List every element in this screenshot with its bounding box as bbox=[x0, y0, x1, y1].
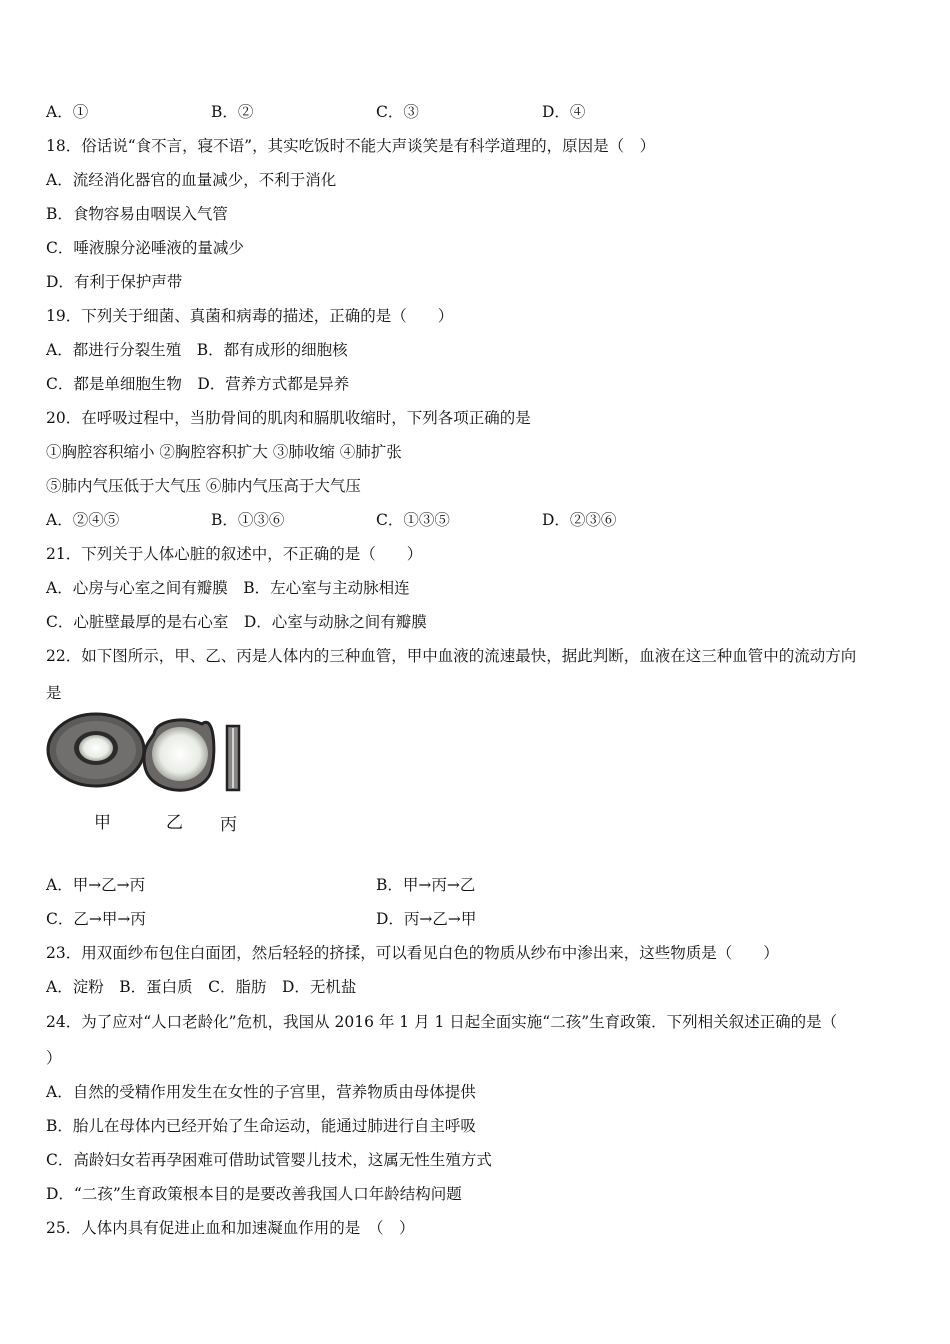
q20-option-b: B．①③⑥ bbox=[211, 511, 285, 529]
q24-option-d: D．“二孩”生育政策根本目的是要改善我国人口年龄结构问题 bbox=[46, 1185, 462, 1203]
q18-option-c: C．唾液腺分泌唾液的量减少 bbox=[46, 239, 244, 257]
q24-option-c: C．高龄妇女若再孕困难可借助试管婴儿技术，这属无性生殖方式 bbox=[46, 1151, 492, 1169]
q23-stem: 23．用双面纱布包住白面团，然后轻轻的挤揉，可以看见白色的物质从纱布中渗出来，这些物质是（ ） bbox=[46, 944, 779, 962]
q19-options-row1: A．都进行分裂生殖 B．都有成形的细胞核 bbox=[46, 341, 348, 359]
q17-option-d: D．④ bbox=[542, 103, 586, 121]
q19-stem: 19．下列关于细菌、真菌和病毒的描述，正确的是（ ） bbox=[46, 307, 454, 325]
vessel-bing-capillary bbox=[227, 726, 239, 790]
q24-stem-line2: ） bbox=[46, 1049, 62, 1067]
q17-option-b: B．② bbox=[211, 103, 254, 121]
q25-stem: 25．人体内具有促进止血和加速凝血作用的是 （ ） bbox=[46, 1219, 415, 1237]
q22-option-b: B．甲→丙→乙 bbox=[376, 876, 476, 894]
q20-stem: 20．在呼吸过程中，当肋骨间的肌肉和膈肌收缩时，下列各项正确的是 bbox=[46, 409, 531, 427]
vessel-yi-vein bbox=[144, 720, 214, 790]
q21-stem: 21．下列关于人体心脏的叙述中，不正确的是（ ） bbox=[46, 545, 423, 563]
q19-options-row2: C．都是单细胞生物 D．营养方式都是异养 bbox=[46, 375, 350, 393]
q18-option-d: D．有利于保护声带 bbox=[46, 273, 183, 291]
q23-options-row: A．淀粉 B．蛋白质 C．脂肪 D．无机盐 bbox=[46, 978, 357, 996]
q22-option-d: D．丙→乙→甲 bbox=[376, 910, 477, 928]
q22-option-a: A．甲→乙→丙 bbox=[46, 876, 146, 894]
q20-option-d: D．②③⑥ bbox=[542, 511, 617, 529]
q17-option-a: A．① bbox=[46, 103, 89, 121]
q17-option-c: C．③ bbox=[376, 103, 419, 121]
q24-option-a: A．自然的受精作用发生在女性的子宫里，营养物质由母体提供 bbox=[46, 1083, 476, 1101]
q22-option-c: C．乙→甲→丙 bbox=[46, 910, 146, 928]
q24-stem-line1: 24．为了应对“人口老龄化”危机，我国从 2016 年 1 月 1 日起全面实施“二孩”生育政策．下列相关叙述正确的是（ bbox=[46, 1013, 838, 1031]
q20-option-a: A．②④⑤ bbox=[46, 511, 120, 529]
q22-stem-line2: 是 bbox=[46, 684, 62, 702]
blood-vessel-figure bbox=[44, 710, 254, 850]
figure-label-yi: 乙 bbox=[166, 813, 183, 833]
q18-option-a: A．流经消化器官的血量减少，不利于消化 bbox=[46, 171, 337, 189]
figure-label-bing: 丙 bbox=[220, 815, 237, 835]
q20-items-row1: ①胸腔容积缩小 ②胸腔容积扩大 ③肺收缩 ④肺扩张 bbox=[46, 443, 402, 461]
q24-option-b: B．胎儿在母体内已经开始了生命运动，能通过肺进行自主呼吸 bbox=[46, 1117, 476, 1135]
figure-label-jia: 甲 bbox=[94, 813, 111, 833]
q18-stem: 18．俗话说“食不言，寝不语”，其实吃饭时不能大声谈笑是有科学道理的，原因是（ ） bbox=[46, 137, 656, 155]
vessel-jia-artery bbox=[48, 714, 144, 786]
blood-vessel-illustration bbox=[44, 710, 254, 850]
q21-options-row1: A．心房与心室之间有瓣膜 B．左心室与主动脉相连 bbox=[46, 579, 410, 597]
q21-options-row2: C．心脏壁最厚的是右心室 D．心室与动脉之间有瓣膜 bbox=[46, 613, 427, 631]
q22-stem-line1: 22．如下图所示，甲、乙、丙是人体内的三种血管，甲中血液的流速最快，据此判断，血液在这三种血管中的流动方向 bbox=[46, 647, 857, 665]
q18-option-b: B．食物容易由咽误入气管 bbox=[46, 205, 228, 223]
q20-option-c: C．①③⑤ bbox=[376, 511, 450, 529]
q20-items-row2: ⑤肺内气压低于大气压 ⑥肺内气压高于大气压 bbox=[46, 477, 361, 495]
